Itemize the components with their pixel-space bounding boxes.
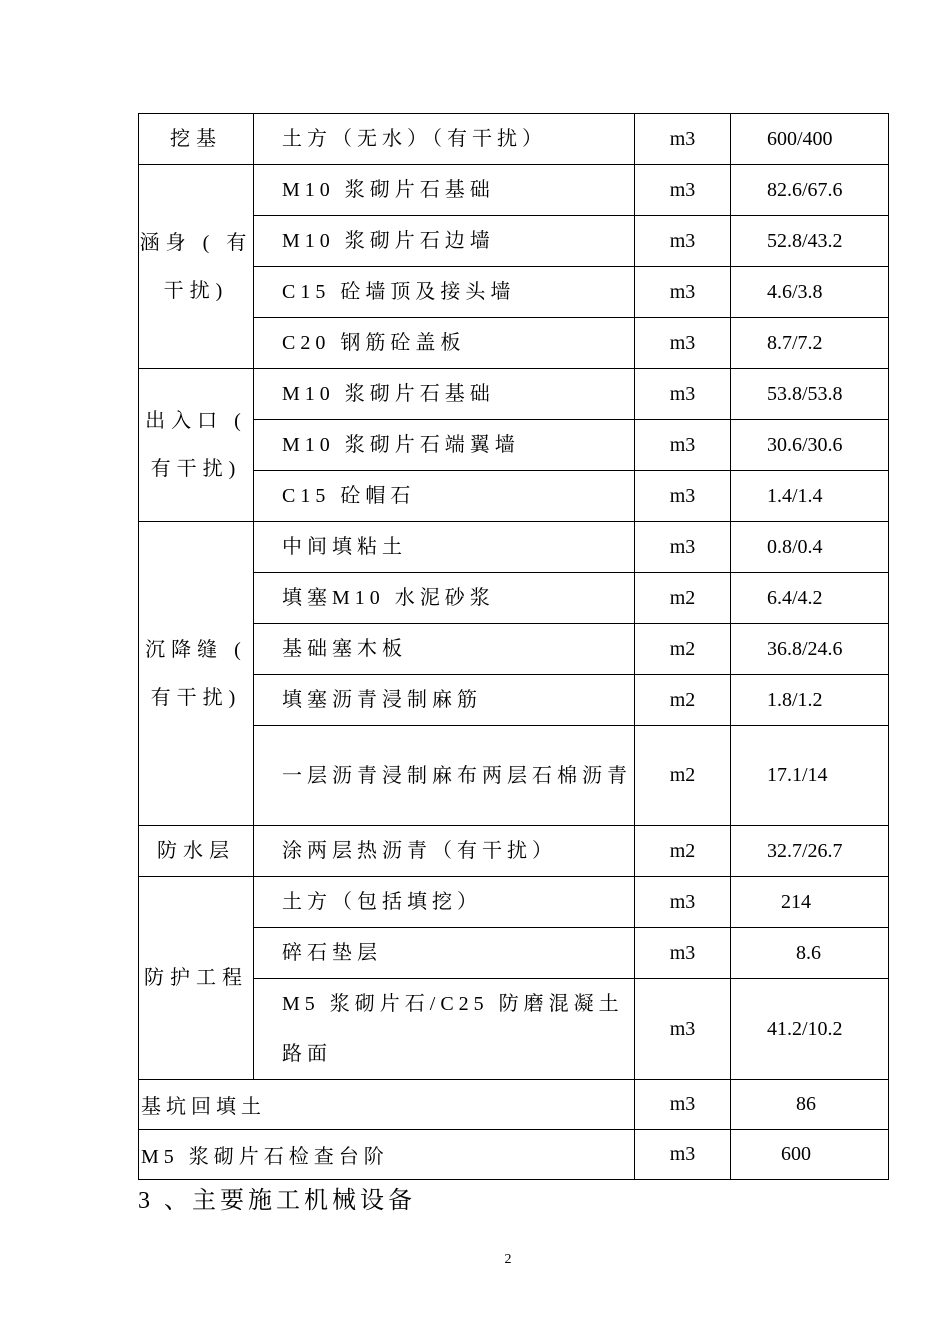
item-cell: 基础塞木板 [254,624,635,675]
section-heading: 3 、主要施工机械设备 [138,1188,416,1214]
quantity-table [138,113,889,1180]
category-cell: 出入口 ( 有干扰) [139,369,254,522]
quantity-cell: 82.6/67.6 [731,165,889,216]
quantity-cell: 8.6 [731,928,889,979]
item-cell: 土方（包括填挖） [254,877,635,928]
unit-cell: m2 [635,826,731,877]
item-cell: M10 浆砌片石边墙 [254,216,635,267]
unit-cell: m3 [635,420,731,471]
quantity-cell: 30.6/30.6 [731,420,889,471]
category-cell: 挖基 [139,114,254,165]
category-cell: 防水层 [139,826,254,877]
page-number: 2 [504,1252,512,1267]
item-cell: 填塞沥青浸制麻筋 [254,675,635,726]
quantity-cell: 600/400 [731,114,889,165]
table-row [139,1080,889,1130]
category-cell: 涵身 ( 有干扰) [139,165,254,369]
quantity-cell: 1.4/1.4 [731,471,889,522]
table-row [139,877,889,928]
item-cell: M10 浆砌片石基础 [254,369,635,420]
item-cell: 碎石垫层 [254,928,635,979]
item-cell: M10 浆砌片石端翼墙 [254,420,635,471]
unit-cell: m2 [635,726,731,826]
table-row [139,1130,889,1180]
unit-cell: m3 [635,928,731,979]
quantity-cell: 6.4/4.2 [731,573,889,624]
unit-cell: m3 [635,1130,731,1180]
item-cell: 填塞M10 水泥砂浆 [254,573,635,624]
unit-cell: m3 [635,318,731,369]
unit-cell: m3 [635,979,731,1080]
unit-cell: m2 [635,675,731,726]
item-cell: 土方（无水）（有干扰） [254,114,635,165]
item-cell: C15 砼帽石 [254,471,635,522]
quantity-cell: 53.8/53.8 [731,369,889,420]
unit-cell: m3 [635,165,731,216]
item-cell: M5 浆砌片石/C25 防磨混凝土路面 [254,979,635,1080]
category-cell: 防护工程 [139,877,254,1080]
category-cell: 沉降缝 ( 有干扰) [139,522,254,826]
quantity-cell: 17.1/14 [731,726,889,826]
item-cell: 基坑回填土 [139,1080,635,1130]
quantity-cell: 36.8/24.6 [731,624,889,675]
unit-cell: m3 [635,267,731,318]
item-cell: 涂两层热沥青（有干扰） [254,826,635,877]
unit-cell: m3 [635,877,731,928]
unit-cell: m3 [635,522,731,573]
item-cell: M10 浆砌片石基础 [254,165,635,216]
unit-cell: m2 [635,573,731,624]
unit-cell: m2 [635,624,731,675]
table-row [139,826,889,877]
quantity-cell: 600 [731,1130,889,1180]
item-cell: 中间填粘土 [254,522,635,573]
quantity-cell: 214 [731,877,889,928]
quantity-cell: 1.8/1.2 [731,675,889,726]
item-cell: M5 浆砌片石检查台阶 [139,1130,635,1180]
quantity-cell: 8.7/7.2 [731,318,889,369]
quantity-cell: 52.8/43.2 [731,216,889,267]
item-cell: C20 钢筋砼盖板 [254,318,635,369]
quantity-cell: 32.7/26.7 [731,826,889,877]
quantity-cell: 4.6/3.8 [731,267,889,318]
unit-cell: m3 [635,471,731,522]
table-row [139,522,889,573]
table-row [139,165,889,216]
unit-cell: m3 [635,216,731,267]
unit-cell: m3 [635,1080,731,1130]
quantity-cell: 86 [731,1080,889,1130]
unit-cell: m3 [635,369,731,420]
quantity-cell: 41.2/10.2 [731,979,889,1080]
table-row [139,114,889,165]
unit-cell: m3 [635,114,731,165]
table-row [139,369,889,420]
item-cell: C15 砼墙顶及接头墙 [254,267,635,318]
item-cell: 一层沥青浸制麻布两层石棉沥青 [254,726,635,826]
quantity-cell: 0.8/0.4 [731,522,889,573]
